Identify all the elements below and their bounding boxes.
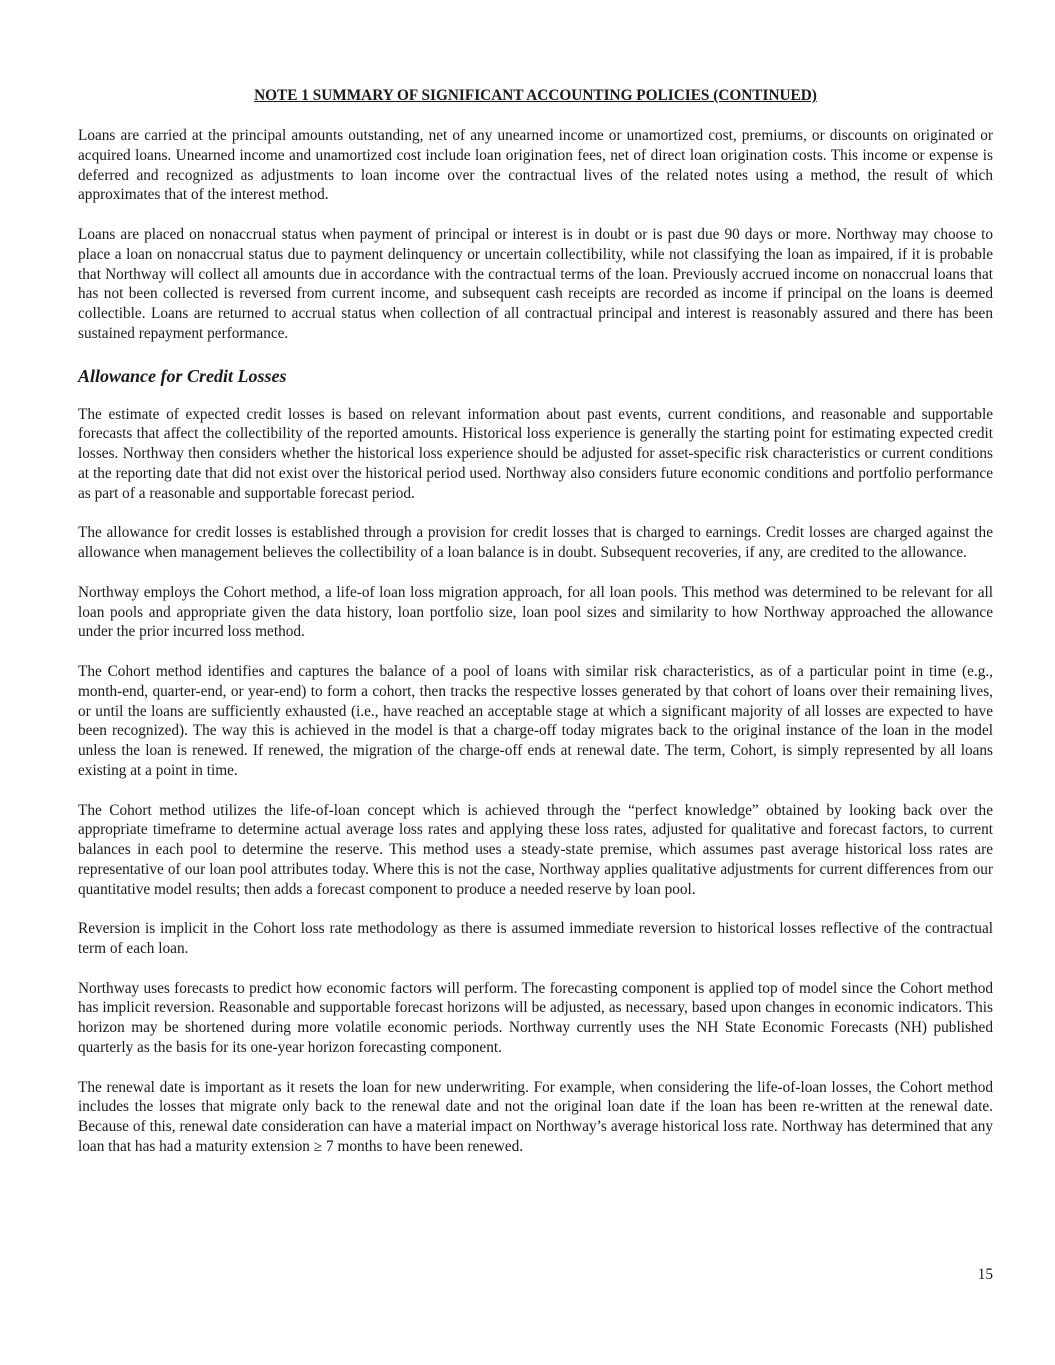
paragraph-expected-credit-losses: The estimate of expected credit losses is based on relevant information about past events, current conditions, and reasonable and supportable forecasts that affect the collectibility of the reported amounts. Historical loss experience is generally the starting point for estimating expected credit losses. Northway then considers whether the historical loss experience should be adjusted for asset-specific risk characteristics or current conditions at the reporting date that did not exist over the historical period used. Northway also considers future economic conditions and portfolio performance as part of a reasonable and supportable forecast period. — [78, 405, 993, 502]
paragraph-renewal-date: The renewal date is important as it resets the loan for new underwriting. For example, when considering the life-of-loan losses, the Cohort method includes the losses that migrate only back to the renewal date and not the original loan date if the loan has been re-written at the renewal date. Because of this, renewal date consideration can have a material impact on Northway’s average historical loss rate. Northway has determined that any loan that has had a maturity extension ≥ 7 months to have been renewed. — [78, 1078, 993, 1156]
paragraph-loans-carried: Loans are carried at the principal amounts outstanding, net of any unearned income or unamortized cost, premiums, or discounts on originated or acquired loans. Unearned income and unamortized cost include loan origination fees, net of direct loan origination costs. This income or expense is deferred and recognized as adjustments to loan income over the contractual lives of the related notes using a method, the result of which approximates that of the interest method. — [78, 127, 993, 204]
paragraph-reversion: Reversion is implicit in the Cohort loss rate methodology as there is assumed immediate reversion to historical losses reflective of the contractual term of each loan. — [78, 920, 993, 958]
document-page — [78, 86, 993, 1177]
paragraph-allowance-provision: The allowance for credit losses is established through a provision for credit losses that is charged to earnings. Credit losses are charged against the allowance when management believes the collectibility of a loan balance is in doubt. Subsequent recoveries, if any, are credited to the allowance. — [78, 524, 993, 562]
paragraph-nonaccrual-status: Loans are placed on nonaccrual status when payment of principal or interest is in doubt or is past due 90 days or more. Northway may choose to place a loan on nonaccrual status due to payment delinquency or uncertain collectibility, while not classifying the loan as impaired, if it is probable that Northway will collect all amounts due in accordance with the contractual terms of the loan. Previously accrued income on nonaccrual loans that has not been collected is reversed from current income, and subsequent cash receipts are recorded as income if principal on the loans is deemed collectible. Loans are returned to accrual status when collection of all contractual principal and interest is reasonably assured and there has been sustained repayment performance. — [78, 225, 993, 342]
paragraph-cohort-life-of-loan: The Cohort method utilizes the life-of-loan concept which is achieved through the “perfect knowledge” obtained by looking back over the appropriate timeframe to determine actual average loss rates and applying these loss rates, adjusted for qualitative and forecast factors, to current balances in each pool to determine the reserve. This method uses a steady-state premise, which assumes past average historical loss rates are representative of our loan pool attributes today. Where this is not the case, Northway applies qualitative adjustments for current differences from our quantitative model results; then adds a forecast component to produce a needed reserve by loan pool. — [78, 801, 993, 898]
paragraph-cohort-method-identifies: The Cohort method identifies and captures the balance of a pool of loans with similar risk characteristics, as of a particular point in time (e.g., month-end, quarter-end, or year-end) to form a cohort, then tracks the respective losses generated by that cohort of loans over their remaining lives, or until the loans are sufficiently exhausted (i.e., have reached an acceptable stage at which a significant majority of all losses are expected to have been recognized). The way this is achieved in the model is that a charge-off today migrates back to the original instance of the loan in the model unless the loan is renewed. If renewed, the migration of the charge-off ends at renewal date. The term, Cohort, is simply represented by all loans existing at a point in time. — [78, 662, 993, 779]
paragraph-forecasts: Northway uses forecasts to predict how economic factors will perform. The forecasting component is applied top of model since the Cohort method has implicit reversion. Reasonable and supportable forecast horizons will be adjusted, as necessary, based upon changes in economic indicators. This horizon may be shortened during more volatile economic periods. Northway currently uses the NH State Economic Forecasts (NH) published quarterly as the basis for its one-year horizon forecasting component. — [78, 979, 993, 1057]
page-number: 15 — [977, 1266, 993, 1283]
note-title: NOTE 1 SUMMARY OF SIGNIFICANT ACCOUNTING POLICIES (CONTINUED) — [254, 87, 817, 104]
paragraph-cohort-method-employ: Northway employs the Cohort method, a life-of loan loss migration approach, for all loan pools. This method was determined to be relevant for all loan pools and appropriate given the data history, loan portfolio size, loan pool sizes and similarity to how Northway approached the allowance under the prior incurred loss method. — [78, 583, 993, 641]
section-heading-allowance: Allowance for Credit Losses — [78, 365, 287, 386]
